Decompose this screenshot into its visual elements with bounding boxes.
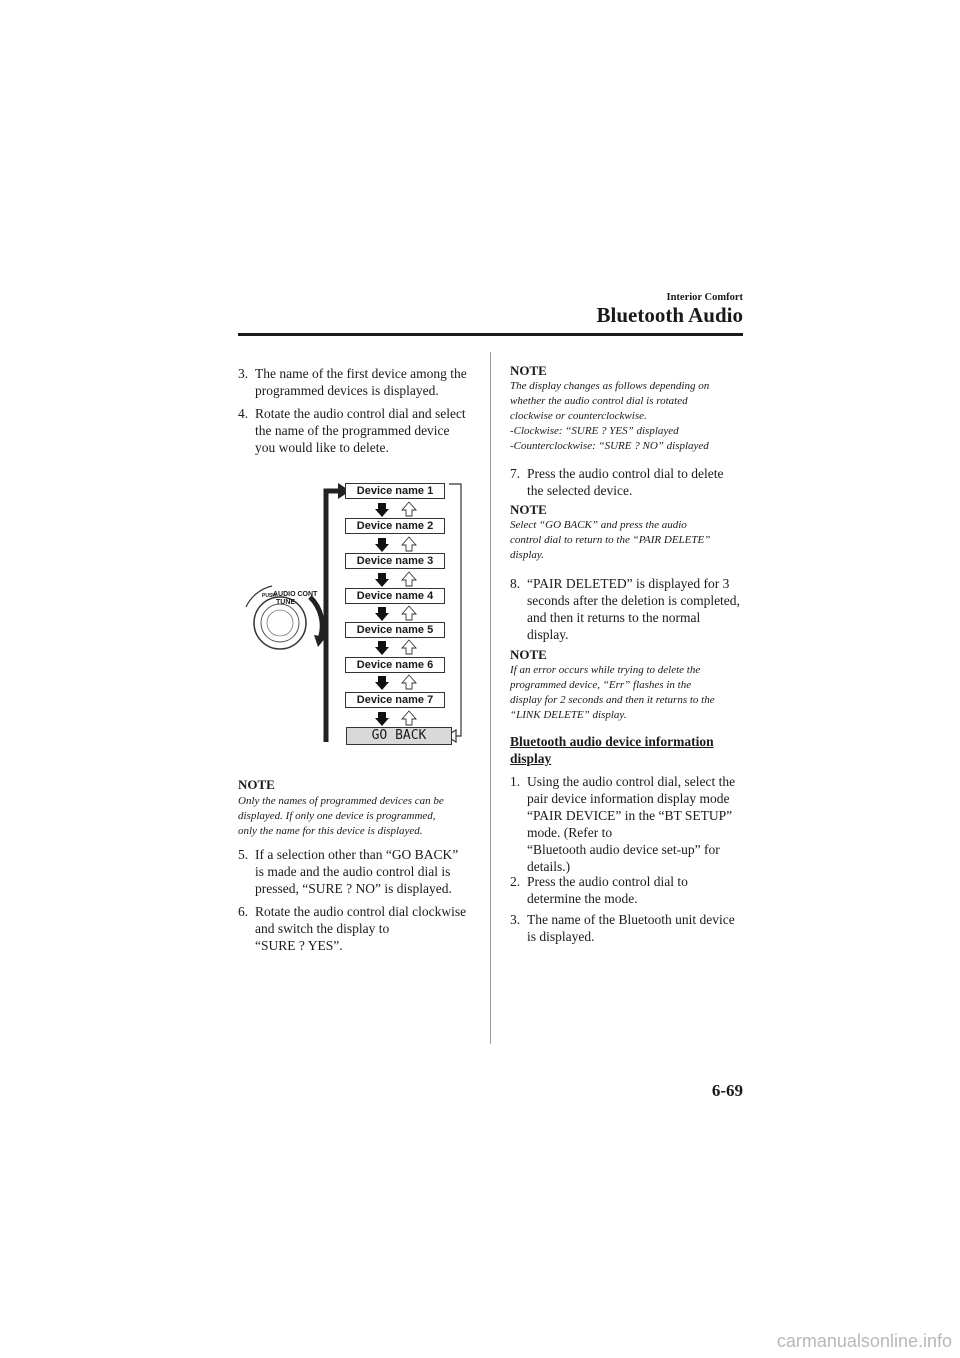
- step-2-determine-mode: [510, 873, 745, 907]
- note-line: display.: [510, 549, 544, 561]
- subheading-line: Bluetooth audio device information: [510, 734, 714, 749]
- subheading-line: display: [510, 751, 552, 766]
- step-line: The name of the first device among the: [255, 366, 467, 381]
- step-line: the name of the programmed device: [255, 423, 450, 438]
- step-line: Press the audio control dial to delete: [527, 466, 724, 481]
- watermark: carmanualsonline.info: [776, 1331, 952, 1351]
- device-name-box: Device name 7: [345, 692, 445, 708]
- step-line: you would like to delete.: [255, 440, 389, 455]
- note-line: clockwise or counterclockwise.: [510, 410, 647, 422]
- step-7-press-delete: [510, 465, 745, 499]
- step-line: pair device information display mode: [527, 791, 730, 806]
- step-number: 3.: [510, 912, 521, 927]
- header-divider: [238, 333, 743, 336]
- forward-loop-line: [449, 484, 461, 736]
- step-line: the selected device.: [527, 483, 633, 498]
- note-line: Only the names of programmed devices can be: [238, 795, 444, 807]
- note-line: displayed. If only one device is programmed,: [238, 810, 436, 822]
- device-name-box: Device name 1: [345, 483, 445, 499]
- note-line: “LINK DELETE” display.: [510, 709, 627, 721]
- step-1-select-pair-device: [510, 773, 745, 875]
- note-line: whether the audio control dial is rotated: [510, 395, 688, 407]
- step-number: 2.: [510, 874, 521, 889]
- note-body: [238, 794, 444, 839]
- step-line: Rotate the audio control dial and select: [255, 406, 466, 421]
- return-loop-line: [326, 491, 340, 742]
- step-line: pressed, “SURE ? NO” is displayed.: [255, 881, 452, 896]
- note-heading: NOTE: [510, 363, 547, 378]
- note-heading: NOTE: [238, 777, 275, 792]
- step-line: determine the mode.: [527, 891, 638, 906]
- note-line: display for 2 seconds and then it returns to the: [510, 694, 715, 706]
- go-back-box: GO BACK: [346, 727, 452, 745]
- step-4-rotate-select: [238, 405, 478, 456]
- step-line: The name of the Bluetooth unit device: [527, 912, 735, 927]
- step-line: programmed devices is displayed.: [255, 383, 439, 398]
- device-name-box: Device name 3: [345, 553, 445, 569]
- step-line: Using the audio control dial, select the: [527, 774, 736, 789]
- step-line: seconds after the deletion is completed,: [527, 593, 740, 608]
- note-body: [510, 663, 715, 723]
- step-6-rotate-clockwise: [238, 903, 478, 954]
- step-line: “PAIR DELETED” is displayed for 3: [527, 576, 730, 591]
- step-3-first-device: [238, 365, 478, 399]
- step-line: If a selection other than “GO BACK”: [255, 847, 459, 862]
- step-number: 4.: [238, 406, 249, 421]
- note-line: programmed device, “Err” flashes in the: [510, 679, 692, 691]
- note-body: [510, 518, 710, 563]
- device-selection-diagram: [230, 474, 490, 754]
- step-line: Press the audio control dial to: [527, 874, 688, 889]
- note-line: only the name for this device is displayed.: [238, 825, 423, 837]
- section-label: Interior Comfort: [666, 292, 743, 303]
- note-line: -Clockwise: “SURE ? YES” displayed: [510, 425, 679, 437]
- note-line: Select “GO BACK” and press the audio: [510, 519, 687, 531]
- step-number: 6.: [238, 904, 249, 919]
- step-3-unit-name: [510, 911, 745, 945]
- dial-audio-label: AUDIO CONT: [273, 591, 318, 598]
- step-line: details.): [527, 859, 571, 874]
- note-line: control dial to return to the “PAIR DELETE”: [510, 534, 711, 546]
- step-line: mode. (Refer to: [527, 825, 613, 840]
- step-line: “PAIR DEVICE” in the “BT SETUP”: [527, 808, 733, 823]
- note-line: If an error occurs while trying to delete the: [510, 664, 701, 676]
- step-8-pair-deleted: [510, 575, 745, 643]
- page-title: Bluetooth Audio: [596, 303, 743, 327]
- device-name-box: Device name 2: [345, 518, 445, 534]
- dial-push-label: PUSH: [262, 593, 276, 599]
- step-number: 8.: [510, 576, 521, 591]
- step-line: “SURE ? YES”.: [255, 938, 343, 953]
- dial-tune-label: TUNE: [276, 599, 296, 606]
- step-line: and switch the display to: [255, 921, 390, 936]
- info-display-subheading: [510, 733, 745, 767]
- note-heading: NOTE: [510, 647, 547, 662]
- note-heading: NOTE: [510, 502, 547, 517]
- device-name-box: Device name 4: [345, 588, 445, 604]
- device-name-box: Device name 6: [345, 657, 445, 673]
- note-line: The display changes as follows depending on: [510, 380, 710, 392]
- step-line: and then it returns to the normal: [527, 610, 701, 625]
- step-line: is displayed.: [527, 929, 595, 944]
- note-line: -Counterclockwise: “SURE ? NO” displayed: [510, 440, 709, 452]
- step-line: is made and the audio control dial is: [255, 864, 451, 879]
- step-number: 1.: [510, 774, 521, 789]
- step-line: display.: [527, 627, 569, 642]
- step-number: 3.: [238, 366, 249, 381]
- page-number: 6-69: [711, 1081, 743, 1100]
- step-line: “Bluetooth audio device set-up” for: [527, 842, 720, 857]
- note-body: [510, 379, 709, 454]
- step-5-selection: [238, 846, 478, 897]
- step-number: 5.: [238, 847, 249, 862]
- device-name-box: Device name 5: [345, 622, 445, 638]
- step-number: 7.: [510, 466, 521, 481]
- column-divider: [490, 352, 491, 1044]
- step-line: Rotate the audio control dial clockwise: [255, 904, 467, 919]
